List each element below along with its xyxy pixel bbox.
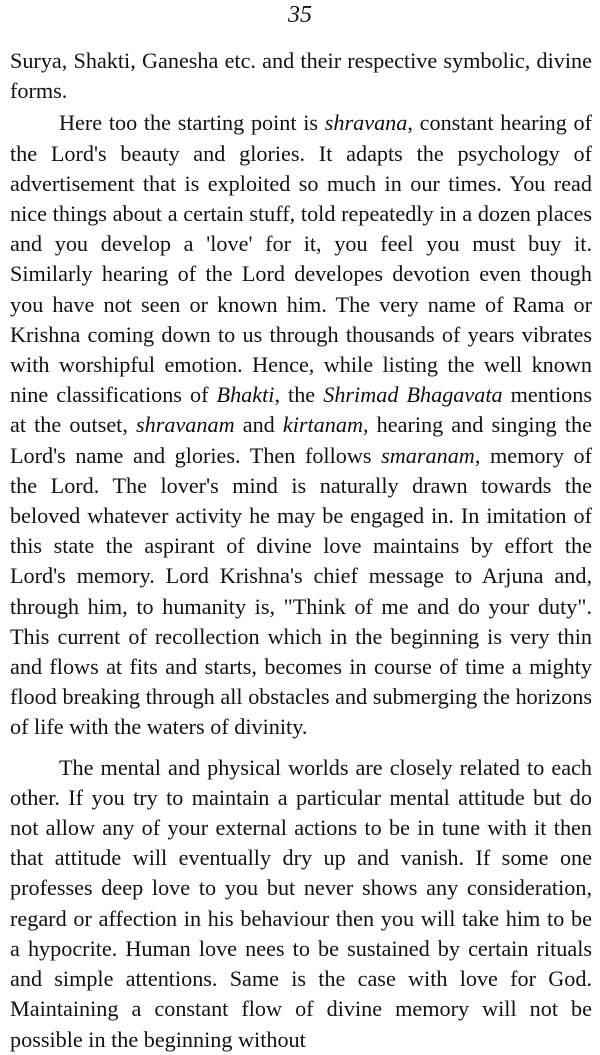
text-segment: Here too the starting point is (59, 110, 325, 136)
text-segment: and (234, 412, 283, 438)
sanskrit-term-bhakti: Bhakti (216, 382, 275, 408)
page-number: 35 (288, 2, 312, 28)
scripture-title: Shrimad Bhagavata (323, 382, 503, 408)
text-segment: mentions at the outset, (10, 382, 592, 438)
text-segment: The mental and physical worlds are closely related to each other. If you try to maintain a particular mental attitude but do not allow any of your external actions to be in tune with it then that attitude will eventually dry up and vanish. If some one professes deep love to you but never shows any consideration, regard or affection in his behaviour then you will take him to be a hypocrite. Human love nees to be sustained by certain rituals and simple attentions. Same is the case with love for God. Maintaining a constant flow of divine memory will not be possible in the beginning without (10, 754, 592, 1052)
sanskrit-term-smaranam: smaranam (381, 442, 475, 468)
text-segment: , the (274, 382, 324, 408)
body-text (10, 46, 592, 1055)
sanskrit-term-kirtanam: kirtanam (282, 412, 363, 438)
paragraph-1 (10, 46, 592, 106)
text-segment: Surya, Shakti, Ganesha etc. and their respective symbolic, divine forms. (10, 48, 592, 104)
sanskrit-term-shravana: shravana (324, 110, 408, 136)
paragraph-3 (10, 753, 592, 1055)
sanskrit-term-shravanam: shravanam (136, 412, 235, 438)
text-segment: , memory of the Lord. The lover's mind is naturally drawn towards the beloved whatever activity he may be engaged in. In imitation of this state the aspirant of divine love maintains by effort the Lord's memory. Lord Krishna's chief message to Arjuna and, through him, to humanity is, "Think of me and do your duty". This current of recollection which in the beginning is very thin and flows at fits and starts, becomes in course of time a mighty flood breaking through all obstacles and submerging the horizons of life with the waters of divinity. (10, 442, 592, 740)
text-segment: , hearing and singing the Lord's name and glories. Then follows (10, 412, 592, 468)
paragraph-2 (10, 108, 592, 742)
text-segment: , constant hearing of the Lord's beauty and glories. It adapts the psychology of advertisement that is exploited so much in our times. You read nice things about a certain stuff, told repeatedly in a dozen places and you develop a 'love' for it, you feel you must buy it. Similarly hearing of the Lord developes devotion even though you have not seen or known him. The very name of Rama or Krishna coming down to us through thousands of years vibrates with worshipful emotion. Hence, while listing the well known nine classifications of (10, 110, 592, 408)
